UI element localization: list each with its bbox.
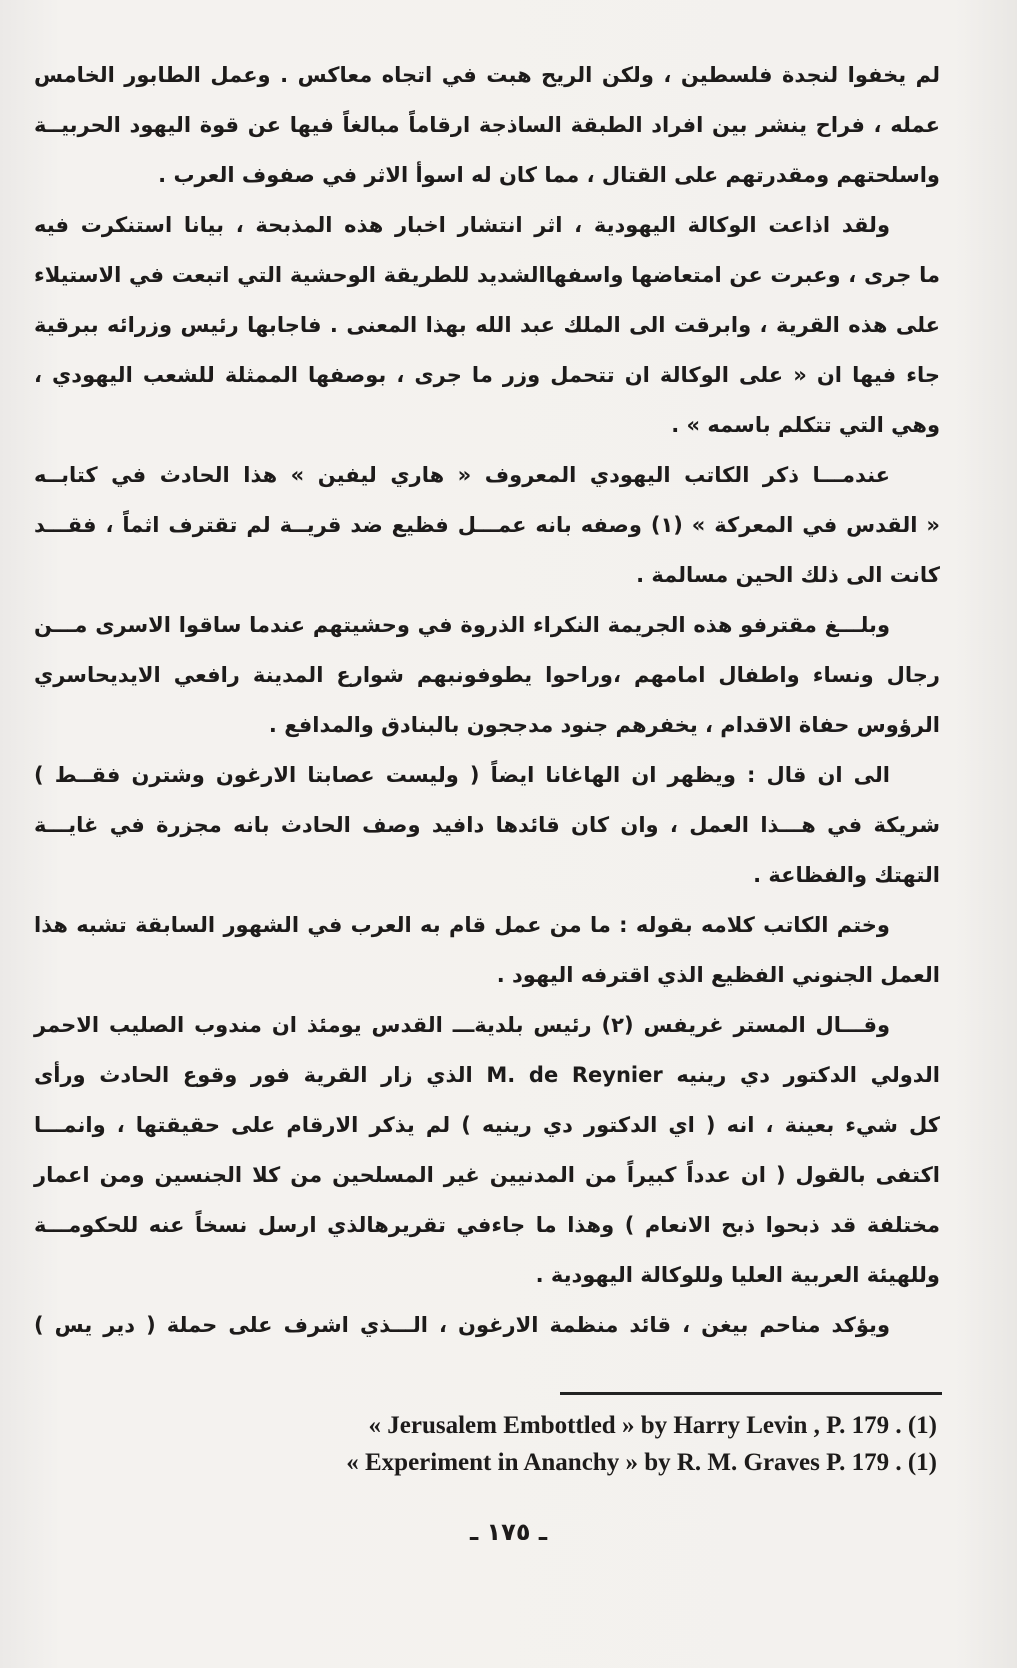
text-line: عمله ، فراح ينشر بين افراد الطبقة الساذجة ارقاماً مبالغاً فيها عن قوة اليهود الحربيــة [34,113,940,137]
text-line: الدولي الدكتور دي رينيه M. de Reynier الذي زار القرية فور وقوع الحادث ورأى [34,1063,941,1087]
text-line: عندمـــا ذكر الكاتب اليهودي المعروف « هاري ليفين » هذا الحادث في كتابــه [34,463,890,487]
text-line: اكتفى بالقول ( ان عدداً كبيراً من المدنيين غير المسلحين من كلا الجنسين ومن اعمار [34,1163,940,1187]
text-line: وهي التي تتكلم باسمه » . [671,413,940,437]
text-line: العمل الجنوني الفظيع الذي اقترفه اليهود . [496,963,940,987]
text-line: الرؤوس حفاة الاقدام ، يخفرهم جنود مدججون بالبنادق والمدافع . [268,713,940,737]
footnote: « Experiment in Ananchy » by R. M. Graves P. 179 . (1) [346,1449,937,1476]
text-line: الى ان قال : ويظهر ان الهاغانا ايضاً ( وليست عصابتا الارغون وشترن فقــط ) [34,763,890,787]
text-line: شريكة في هـــذا العمل ، وان كان قائدها دافيد وصف الحادث بانه مجزرة في غايـــة [34,813,940,837]
text-line: وقـــال المستر غريفس (٢) رئيس بلديةـــ القدس يومئذ ان مندوب الصليب الاحمر [34,1013,890,1037]
footnote: « Jerusalem Embottled » by Harry Levin , P. 179 . (1) [368,1412,937,1439]
text-line: ما جرى ، وعبرت عن امتعاضها واسفهاالشديد للطريقة الوحشية التي اتبعت في الاستيلاء [34,263,940,287]
footnote-divider [560,1392,942,1395]
text-line: على هذه القرية ، وابرقت الى الملك عبد الله بهذا المعنى . فاجابها رئيس وزرائه ببرقية [34,313,940,337]
body-text [34,55,940,1345]
text-line: واسلحتهم ومقدرتهم على القتال ، مما كان له اسوأ الاثر في صفوف العرب . [158,163,940,187]
text-line: مختلفة قد ذبحوا ذبح الانعام ) وهذا ما جاءفي تقريرهالذي ارسل نسخاً عنه للحكومـــة [34,1213,940,1237]
text-line: وبلـــغ مقترفو هذه الجريمة النكراء الذروة في وحشيتهم عندما ساقوا الاسرى مـــن [34,613,890,637]
text-line: ولقد اذاعت الوكالة اليهودية ، اثر انتشار اخبار هذه المذبحة ، بيانا استنكرت فيه [34,213,890,237]
text-line: كانت الى ذلك الحين مسالمة . [636,563,940,587]
text-line: لم يخفوا لنجدة فلسطين ، ولكن الريح هبت في اتجاه معاكس . وعمل الطابور الخامس [34,63,940,87]
page-number: ـ ١٧٥ ـ [469,1518,548,1546]
text-line: « القدس في المعركة » (١) وصفه بانه عمـــل فظيع ضد قريــة لم تقترف اثماً ، فقـــد [34,513,940,537]
text-line: ويؤكد مناحم بيغن ، قائد منظمة الارغون ، الـــذي اشرف على حملة ( دير يس ) [34,1313,890,1337]
text-line: وختم الكاتب كلامه بقوله : ما من عمل قام به العرب في الشهور السابقة تشبه هذا [34,913,890,937]
text-line: وللهيئة العربية العليا وللوكالة اليهودية . [535,1263,940,1287]
text-line: التهتك والفظاعة . [753,863,940,887]
text-line: رجال ونساء واطفال امامهم ،وراحوا يطوفونبهم شوارع المدينة رافعي الايديحاسري [34,663,940,687]
text-line: كل شيء بعينة ، انه ( اي الدكتور دي رينيه ) لم يذكر الارقام على حقيقتها ، وانمـــا [34,1113,940,1137]
text-line: جاء فيها ان « على الوكالة ان تتحمل وزر ما جرى ، بوصفها الممثلة للشعب اليهودي ، [34,363,940,387]
